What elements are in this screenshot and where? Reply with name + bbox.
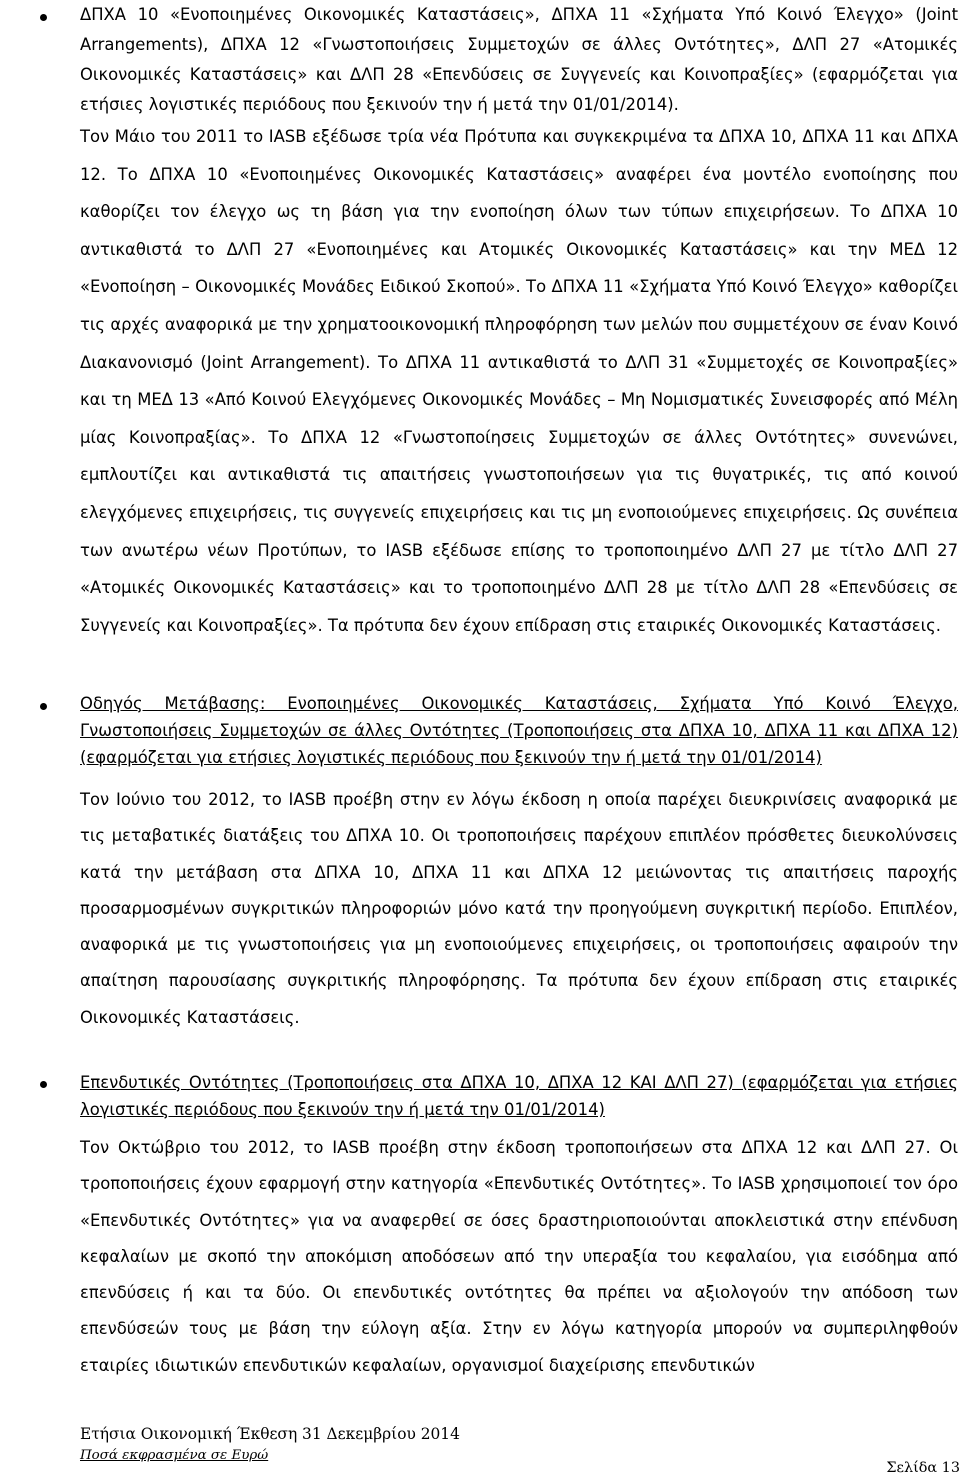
page-number: Σελίδα 13 (886, 1460, 960, 1476)
bullet-dot (40, 1081, 47, 1088)
bullet-dot (40, 14, 47, 21)
bullet-heading: Επενδυτικές Οντότητες (Τροποποιήσεις στα ΔΠΧΑ 10, ΔΠΧΑ 12 ΚΑΙ ΔΛΠ 27) (εφαρμόζεται για ετήσιες λογιστικές περιόδους που ξεκινούν την ή μετά την 01/01/2014) (80, 1073, 958, 1119)
bullet-heading: ΔΠΧΑ 10 «Ενοποιημένες Οικονομικές Καταστάσεις», ΔΠΧΑ 11 «Σχήματα Υπό Κοινό Έλεγχο» (Joint Arrangements), ΔΠΧΑ 12 «Γνωστοποιήσεις Συμμετοχών σε άλλες Οντότητες», ΔΛΠ 27 «Ατομικές Οικονομικές Καταστάσεις» και ΔΛΠ 28 «Επενδύσεις σε Συγγενείς και Κοινοπραξίες» (εφαρμόζεται για ετήσιες λογιστικές περιόδους που ξεκινούν την ή μετά την 01/01/2014). (80, 5, 958, 114)
bullet-dot (40, 703, 47, 710)
bullet-body-paragraph: Τον Μάιο του 2011 το IASB εξέδωσε τρία νέα Πρότυπα και συγκεκριμένα τα ΔΠΧΑ 10, ΔΠΧΑ 11 και ΔΠΧΑ 12. Το ΔΠΧΑ 10 «Ενοποιημένες Οικονομικές Καταστάσεις» αναφέρει ένα μοντέλο ενοποίησης που καθορίζει τον έλεγχο ως τη βάση για την ενοποίηση όλων των τύπων επιχειρήσεων. Το ΔΠΧΑ 10 αντικαθιστά το ΔΛΠ 27 «Ενοποιημένες και Ατομικές Οικονομικές Καταστάσεις» και την ΜΕΔ 12 «Ενοποίηση – Οικονομικές Μονάδες Ειδικού Σκοπού». Το ΔΠΧΑ 11 «Σχήματα Υπό Κοινό Έλεγχο» καθορίζει τις αρχές αναφορικά με την χρηματοοικονομική πληροφόρηση των μελών που συμμετέχουν σε έναν Κοινό Διακανονισμό (Joint Arrangement). Το ΔΠΧΑ 11 αντικαθιστά το ΔΛΠ 31 «Συμμετοχές σε Κοινοπραξίες» και τη ΜΕΔ 13 «Από Κοινού Ελεγχόμενες Οικονομικές Μονάδες – Μη Νομισματικές Συνεισφορές από Μέλη μίας Κοινοπραξίας». Το ΔΠΧΑ 12 «Γνωστοποίησεις Συμμετοχών σε άλλες Οντότητες» συνενώνει, εμπλουτίζει και αντικαθιστά τις απαιτήσεις γνωστοποιήσεων για τις θυγατρικές, τις από κοινού ελεγχόμενες επιχειρήσεις, τις συγγενείς επιχειρήσεις και τις μη ενοποιούμενες επιχειρήσεις. Ως συνέπεια των ανωτέρω νέων Προτύπων, το IASB εξέδωσε επίσης το τροποποιημένο ΔΛΠ 27 με τίτλο ΔΛΠ 27 «Ατομικές Οικονομικές Καταστάσεις» και το τροποποιημένο ΔΛΠ 28 με τίτλο ΔΛΠ 28 «Επενδύσεις σε Συγγενείς και Κοινοπραξίες». Τα πρότυπα δεν έχουν επίδραση στις εταιρικές Οικονομικές Καταστάσεις. (80, 127, 958, 635)
footer-report-title: Ετήσια Οικονομική Έκθεση 31 Δεκεμβρίου 2014 (80, 1425, 460, 1443)
page-footer (80, 1424, 460, 1466)
footer-currency-note: Ποσά εκφρασμένα σε Ευρώ (80, 1448, 269, 1463)
bullet-body-paragraph: Τον Ιούνιο του 2012, το IASB προέβη στην εν λόγω έκδοση η οποία παρέχει διευκρινίσεις αναφορικά με τις μεταβατικές διατάξεις του ΔΠΧΑ 10. Οι τροποποιήσεις παρέχουν επιπλέον πρόσθετες διευκολύνσεις κατά την μετάβαση στα ΔΠΧΑ 10, ΔΠΧΑ 11 και ΔΠΧΑ 12 μειώνοντας τις απαιτήσεις παροχής προσαρμοσμένων συγκριτικών πληροφοριών μόνο κατά την προηγούμενη συγκριτική περίοδο. Επιπλέον, αναφορικά με τις γνωστοποιήσεις για μη ενοποιούμενες επιχειρήσεις, οι τροποποιήσεις αφαιρούν την απαίτηση παρουσίασης συγκριτικής πληροφόρησης. Τα πρότυπα δεν έχουν επίδραση στις εταιρικές Οικονομικές Καταστάσεις. (80, 790, 958, 1027)
bullet-body-paragraph: Τον Οκτώβριο του 2012, το IASB προέβη στην έκδοση τροποποιήσεων στα ΔΠΧΑ 12 και ΔΛΠ 27. Οι τροποποιήσεις έχουν εφαρμογή στην κατηγορία «Επενδυτικές Οντότητες». Το IASB χρησιμοποιεί τον όρο «Επενδυτικές Οντότητες» για να αναφερθεί σε όσες δραστηριοποιούνται αποκλειστικά στην επένδυση κεφαλαίων με σκοπό την αποκόμιση αποδόσεων από την υπεραξία του κεφαλαίου, για εισόδημα από επενδύσεις ή και τα δύο. Οι επενδυτικές οντότητες θα πρέπει να αξιολογούν την απόδοση των επενδύσεών τους με βάση την εύλογη αξία. Στην εν λόγω κατηγορία μπορούν να συμπεριληφθούν εταιρίες ιδιωτικών επενδυτικών κεφαλαίων, οργανισμοί διαχείρισης επενδυτικών (80, 1138, 958, 1375)
bullet-heading: Οδηγός Μετάβασης: Ενοποιημένες Οικονομικές Καταστάσεις, Σχήματα Υπό Κοινό Έλεγχο, Γνωστοποιήσεις Συμμετοχών σε άλλες Οντότητες (Τροποποιήσεις στα ΔΠΧΑ 10, ΔΠΧΑ 11 και ΔΠΧΑ 12) (εφαρμόζεται για ετήσιες λογιστικές περιόδους που ξεκινούν την ή μετά την 01/01/2014) (80, 694, 958, 767)
